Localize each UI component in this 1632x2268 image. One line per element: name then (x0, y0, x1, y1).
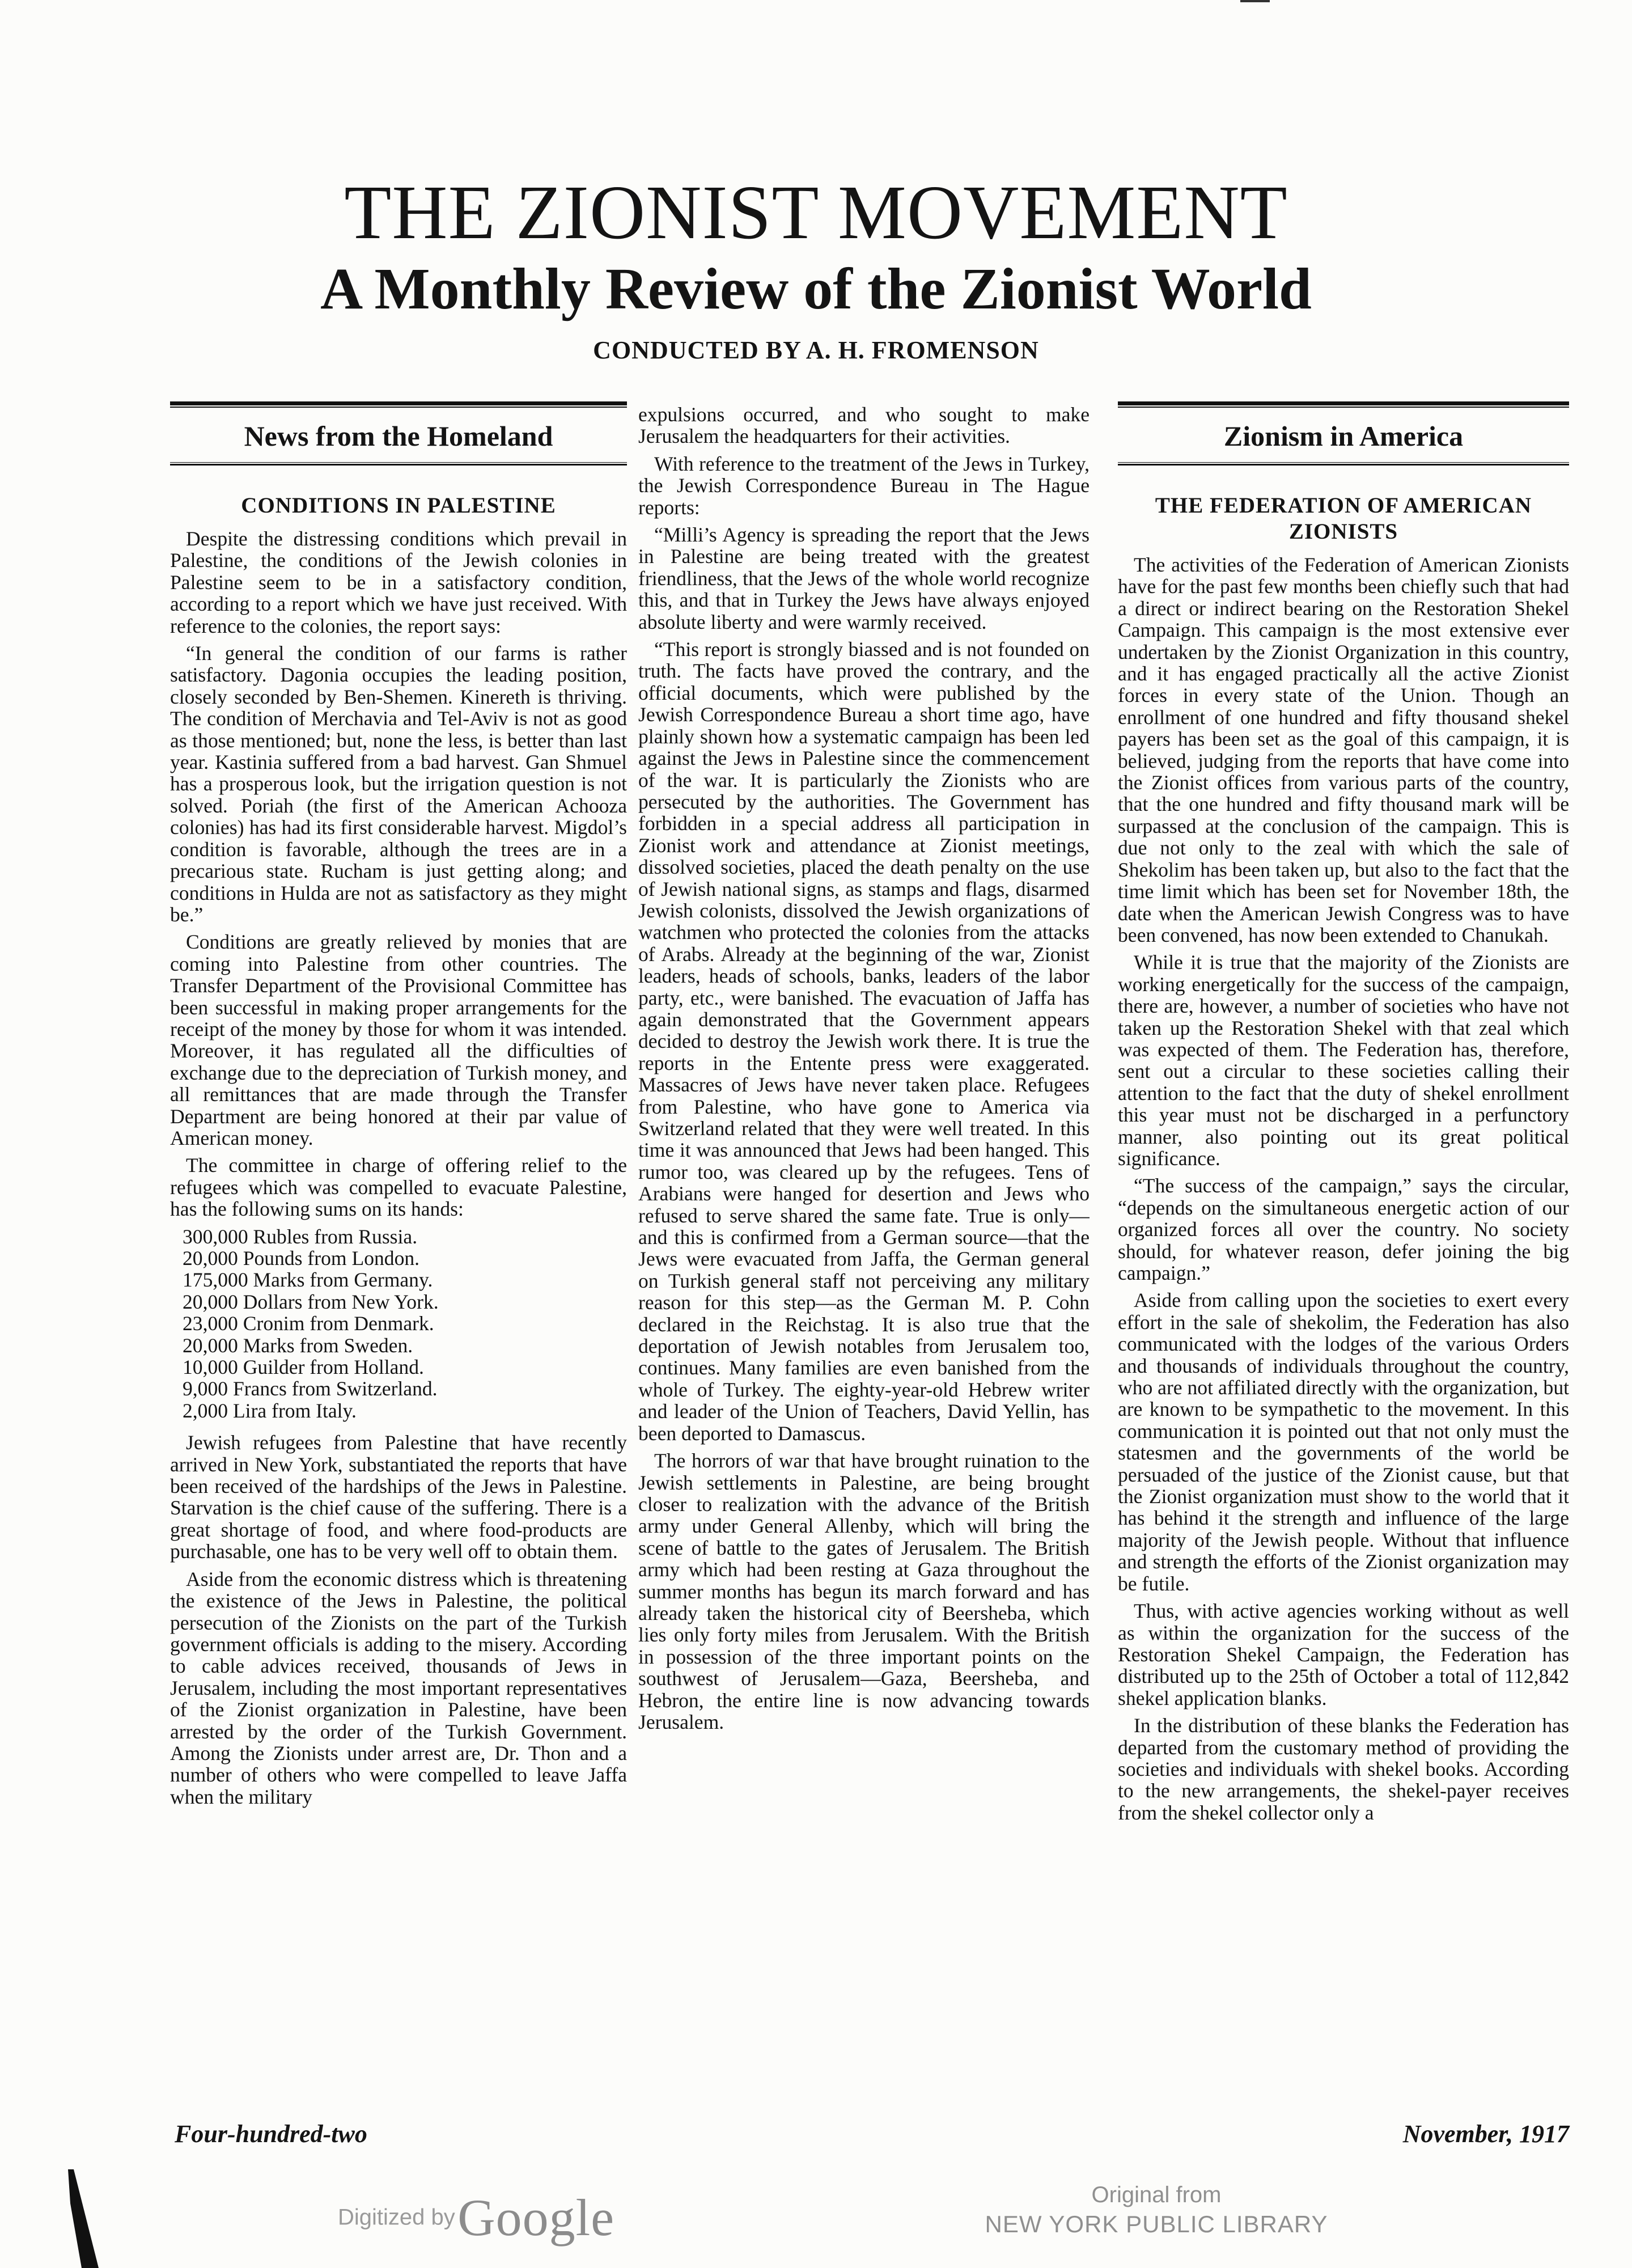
paragraph: Jewish refugees from Palestine that have recently arrived in New York, substantiated the reports that have been received of the hardships of the Jews in Palestine. Starvation is the chief cause of the suffering. There is a great shortage of food, and where food-products are purchasable, one has to be very well off to obtain them. (170, 1431, 627, 1563)
list-item: 300,000 Rubles from Russia. (183, 1225, 418, 1248)
original-from (975, 2181, 1338, 2240)
section-header (1118, 401, 1569, 466)
page-subtitle: A Monthly Review of the Zionist World (320, 256, 1312, 321)
original-from-label: Original from (1091, 2182, 1222, 2207)
byline: CONDUCTED BY A. H. FROMENSON (593, 336, 1039, 364)
issue-date: November, 1917 (1402, 2120, 1569, 2148)
list-item: 20,000 Marks from Sweden. (183, 1334, 413, 1357)
paragraph: Aside from the economic distress which is threatening the existence of the Jews in Palestine, the political persecution of the Zionists on the part of the Turkish government officials is adding to the misery. According to cable advices received, thousands of Jews in Jerusalem, including the most important representatives of the Zionist organization in Palestine, have been arrested by the order of the Turkish Government. Among the Zionists under arrest are, Dr. Thon and a number of others who were compelled to leave Jaffa when the military (170, 1567, 627, 1808)
list-item: 2,000 Lira from Italy. (183, 1399, 357, 1422)
article-heading: THE FEDERATION OF AMERICAN ZIONISTS (1155, 493, 1532, 544)
column-middle (638, 404, 1090, 2105)
paragraph: The horrors of war that have brought ruination to the Jewish settlements in Palestine, are being brought closer to realization with the advance of the British army under General Allenby, which will bring the scene of battle to the gates of Jerusalem. The British army which had been resting at Gaza throughout the summer months has begun its march forward and has already taken the historical city of Beersheba, which lies only forty miles from Jerusalem. With the British in possession of the three important points on the southwest of Jerusalem—Gaza, Beersheba, and Hebron, the entire line is now advancing towards Jerusalem. (638, 1449, 1090, 1733)
scan-edge-shadow (48, 2169, 99, 2268)
paragraph: “This report is strongly biassed and is not founded on truth. The facts have proved the contrary, and the official documents, which were published by the Jewish Correspondence Bureau a short time ago, have plainly shown how a systematic campaign has been led against the Jews in Palestine since the commencement of the war. It is particularly the Zionists who are persecuted by the authorities. The Government has forbidden in a special address all participation in Zionist work and attendance at Zionist meetings, dissolved societies, placed the death penalty on the use of Jewish national signs, as stamps and flags, disarmed Jewish colonists, dissolved the Jewish organizations of watchmen who protected the colonies from the attacks of Arabs. Already at the beginning of the war, Zionist leaders, heads of schools, banks, leaders of the labor party, etc., were banished. The evacuation of Jaffa has again demonstrated that the Government appears decided to destroy the Jewish work there. It is true the reports in the Entente press were exaggerated. Massacres of Jews have never taken place. Refugees from Palestine, who have gone to America via Switzerland related that they were well treated. In this time it was announced that Jews had been hanged. This rumor too, was cleared up by the refugees. Tens of Arabians were hanged for desertion and Jews who refused to serve shared the same fate. True is only—and this is confirmed from a German source—that the Jews were evacuated from Jaffa, the German general on Turkish general staff not perceiving any military reason for this step—as the German M. P. Cohn declared in the Reichstag. It is also true that the deportation of Jewish notables from Jerusalem too, continues. Many families are even banished from the whole of Turkey. The eighty-year-old Hebrew writer and leader of the Union of Teachers, David Yellin, has been deported to Damascus. (638, 638, 1090, 1445)
paragraph: In the distribution of these blanks the Federation has departed from the customary method of providing the societies and individuals with shekel books. According to the new arrangements, the shekel-payer receives from the shekel collector only a (1118, 1714, 1569, 1824)
column-zionism-in-america (1118, 401, 1569, 2102)
library-name: NEW YORK PUBLIC LIBRARY (985, 2211, 1328, 2237)
paragraph: The activities of the Federation of American Zionists have for the past few months been chiefly such that had a direct or indirect bearing on the Restoration Shekel Campaign. This campaign is the most extensive ever undertaken by the Zionist Organization in this country, and it has engaged practically all the active Zionist forces in every state of the Union. Though an enrollment of one hundred and fifty thousand shekel payers has been set as the goal of this campaign, it is believed, judging from the reports that have come into the Zionist offices from various parts of the country, that the one hundred and fifty thousand mark will be surpassed at the conclusion of the campaign. This is due not only to the zeal with which the sale of Shekolim has been taken up, but also to the fact that the time limit which has been set for November 18th, the date when the American Jewish Congress was to have been convened, has now been extended to Chanukah. (1118, 553, 1569, 946)
relief-sums-list (170, 1226, 627, 1422)
article-heading: CONDITIONS IN PALESTINE (241, 493, 556, 518)
scan-mark (1240, 0, 1270, 2)
section-header (170, 401, 627, 466)
section-title: News from the Homeland (170, 407, 627, 463)
paragraph: With reference to the treatment of the Jews in Turkey, the Jewish Correspondence Bureau in The Hague reports: (638, 452, 1090, 519)
paragraph: expulsions occurred, and who sought to make Jerusalem the headquarters for their activities. (638, 404, 1090, 448)
page-title: THE ZIONIST MOVEMENT (344, 170, 1288, 255)
paragraph: While it is true that the majority of the Zionists are working energetically for the success of the campaign, there are, however, a number of societies who have not taken up the Restoration Shekel with that zeal which was expected of them. The Federation has, therefore, sent out a circular to these societies calling their attention to the fact that the duty of shekel enrollment this year must not be discharged in a perfunctory manner, also pointing out its great political significance. (1118, 951, 1569, 1170)
paragraph: “The success of the campaign,” says the circular, “depends on the simultaneous energetic action of our organized forces all over the country. No society should, for whatever reason, defer joining the big campaign.” (1118, 1174, 1569, 1284)
digitized-by-label: Digitized by (338, 2204, 455, 2230)
paragraph: “In general the condition of our farms is rather satisfactory. Dagonia occupies the leading position, closely seconded by Ben-Shemen. Kinereth is thriving. The condition of Merchavia and Tel-Aviv is not as good as those mentioned; but, none the less, is better than last year. Kastinia suffered from a bad harvest. Gan Shmuel has a prosperous look, but the irrigation question is not solved. Poriah (the first of the American Achooza colonies) has had its first considerable harvest. Migdol’s condition is favorable, although the trees are in a precarious state. Rucham is just getting along; and conditions in Hulda are not as satisfactory as they might be.” (170, 642, 627, 926)
paragraph: Despite the distressing conditions which prevail in Palestine, the conditions of the Jewish colonies in Palestine seem to be in a satisfactory condition, according to a report which we have just received. With reference to the colonies, the report says: (170, 527, 627, 637)
page-number: Four-hundred-two (175, 2120, 367, 2148)
list-item: 9,000 Francs from Switzerland. (183, 1377, 438, 1400)
masthead (0, 170, 1632, 367)
list-item: 20,000 Dollars from New York. (183, 1290, 439, 1313)
column-news-from-homeland (170, 401, 627, 2102)
digitized-by-google (338, 2187, 614, 2248)
google-logo: Google (457, 2189, 615, 2246)
list-item: 23,000 Cronim from Denmark. (183, 1312, 434, 1335)
paragraph: Thus, with active agencies working without as well as within the organization for the success of the Restoration Shekel Campaign, the Federation has distributed up to the 25th of October a total of 112,842 shekel application blanks. (1118, 1600, 1569, 1710)
paragraph: “Milli’s Agency is spreading the report that the Jews in Palestine are being treated with the greatest friendliness, that the Jews of the whole world recognize this, and that in Turkey the Jews have always enjoyed absolute liberty and were warmly received. (638, 523, 1090, 633)
list-item: 20,000 Pounds from London. (183, 1247, 420, 1270)
list-item: 10,000 Guilder from Holland. (183, 1356, 424, 1379)
paragraph: The committee in charge of offering relief to the refugees which was compelled to evacuate Palestine, has the following sums on its hands: (170, 1154, 627, 1221)
list-item: 175,000 Marks from Germany. (183, 1268, 433, 1292)
section-title: Zionism in America (1118, 407, 1569, 463)
paragraph: Conditions are greatly relieved by monies that are coming into Palestine from other countries. The Transfer Department of the Provisional Committee has been successful in making proper arrangements for the receipt of the money by those for whom it was intended. Moreover, it has regulated all the difficulties of exchange due to the depreciation of Turkish money, and all remittances that are made through the Transfer Department are being honored at their par value of American money. (170, 930, 627, 1149)
paragraph: Aside from calling upon the societies to exert every effort in the sale of shekolim, the Federation has also communicated with the lodges of the various Orders and thousands of individuals throughout the country, who are not affiliated directly with the organization, but are known to be sympathetic to the movement. In this communication it is pointed out that not only must the statesmen and the governments of the world be persuaded of the justice of the Zionist cause, but that the Zionist organization must show to the world that it has behind it the strength and influence of the large majority of the Jewish people. Without that influence and strength the efforts of the Zionist organization may be futile. (1118, 1289, 1569, 1595)
